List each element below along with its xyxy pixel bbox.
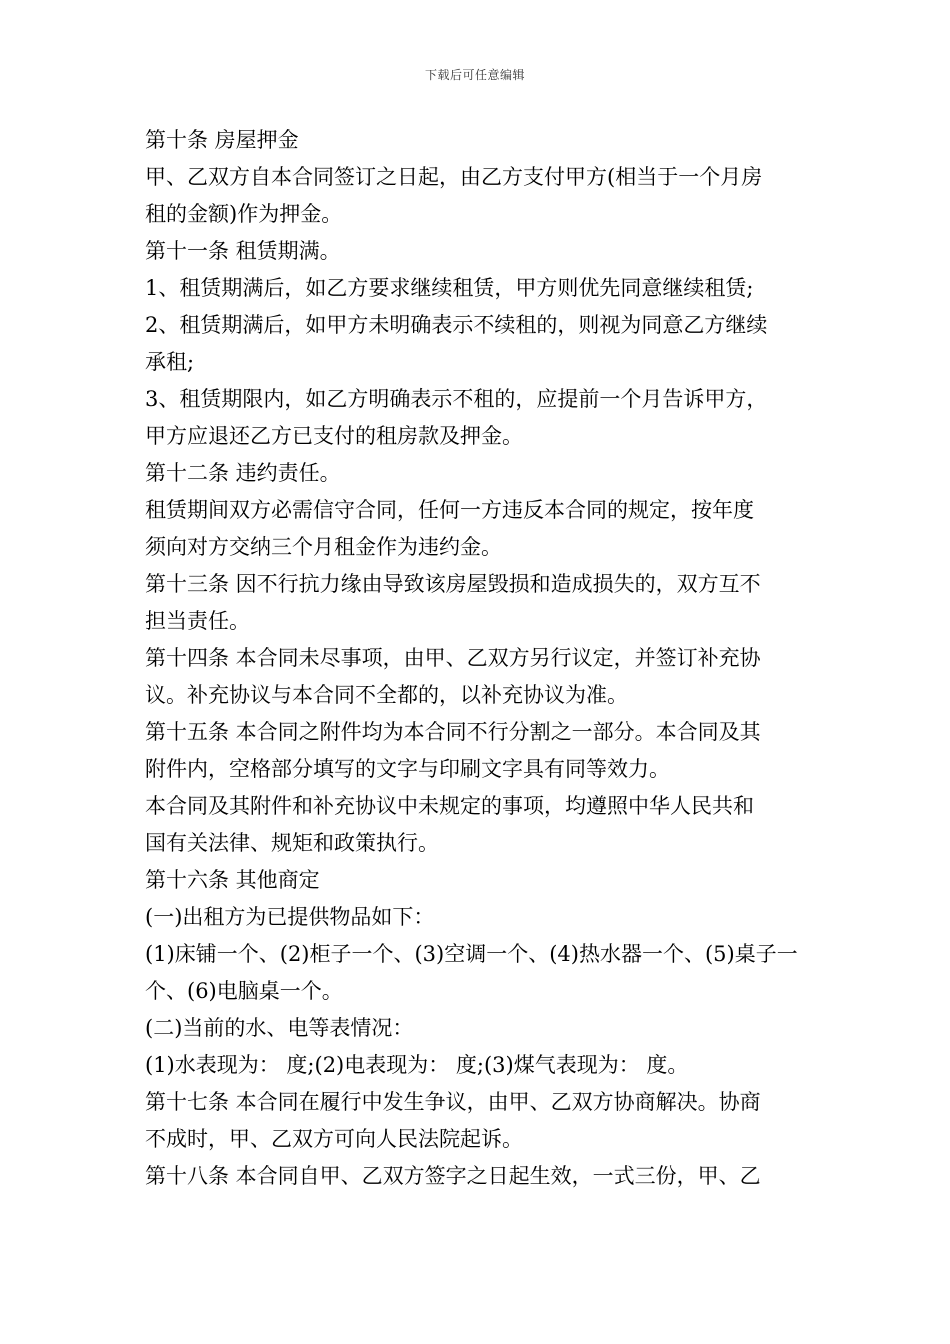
text-line: 第十二条 违约责任。 <box>145 461 341 485</box>
text-line: 3、租赁期限内，如乙方明确表示不租的，应提前一个月告诉甲方， <box>145 387 768 411</box>
text-line: (1)水表现为： 度;(2)电表现为： 度;(3)煤气表现为： 度。 <box>145 1053 689 1077</box>
text-line: 议。补充协议与本合同不全都的，以补充协议为准。 <box>145 683 628 707</box>
text-line: (一)出租方为已提供物品如下： <box>145 905 435 929</box>
text-line: 第十三条 因不行抗力缘由导致该房屋毁损和造成损失的，双方互不 <box>145 572 761 596</box>
text-line: 1、租赁期满后，如乙方要求继续租赁，甲方则优先同意继续租赁; <box>145 276 754 300</box>
text-line: 第十一条 租赁期满。 <box>145 239 341 263</box>
text-line: 本合同及其附件和补充协议中未规定的事项，均遵照中华人民共和 <box>145 794 754 818</box>
text-line: 租的金额)作为押金。 <box>145 202 343 226</box>
header-note: 下载后可任意编辑 <box>424 68 525 82</box>
text-line: 第十四条 本合同未尽事项，由甲、乙双方另行议定，并签订补充协 <box>145 646 761 670</box>
text-line: 第十六条 其他商定 <box>145 868 320 892</box>
text-line: 甲、乙双方自本合同签订之日起，由乙方支付甲方(相当于一个月房 <box>145 165 763 189</box>
text-line: 租赁期间双方必需信守合同，任何一方违反本合同的规定，按年度 <box>145 498 754 522</box>
text-line: 承租; <box>145 350 195 374</box>
text-line: 担当责任。 <box>145 609 250 633</box>
text-line: 第十八条 本合同自甲、乙双方签字之日起生效，一式三份，甲、乙 <box>145 1164 761 1188</box>
text-line: (1)床铺一个、(2)柜子一个、(3)空调一个、(4)热水器一个、(5)桌子一 <box>145 942 798 966</box>
document-body <box>145 122 810 1195</box>
text-line: 个、(6)电脑桌一个。 <box>145 979 343 1003</box>
text-line: 国有关法律、规矩和政策执行。 <box>145 831 439 855</box>
text-line: 甲方应退还乙方已支付的租房款及押金。 <box>145 424 523 448</box>
text-line: 2、租赁期满后，如甲方未明确表示不续租的，则视为同意乙方继续 <box>145 313 768 337</box>
text-line: 第十五条 本合同之附件均为本合同不行分割之一部分。本合同及其 <box>145 720 761 744</box>
text-line: 附件内，空格部分填写的文字与印刷文字具有同等效力。 <box>145 757 670 781</box>
text-line: 不成时，甲、乙双方可向人民法院起诉。 <box>145 1127 523 1151</box>
text-line: 第十七条 本合同在履行中发生争议，由甲、乙双方协商解决。协商 <box>145 1090 761 1114</box>
text-line: (二)当前的水、电等表情况： <box>145 1016 414 1040</box>
text-line: 须向对方交纳三个月租金作为违约金。 <box>145 535 502 559</box>
text-line: 第十条 房屋押金 <box>145 128 299 152</box>
